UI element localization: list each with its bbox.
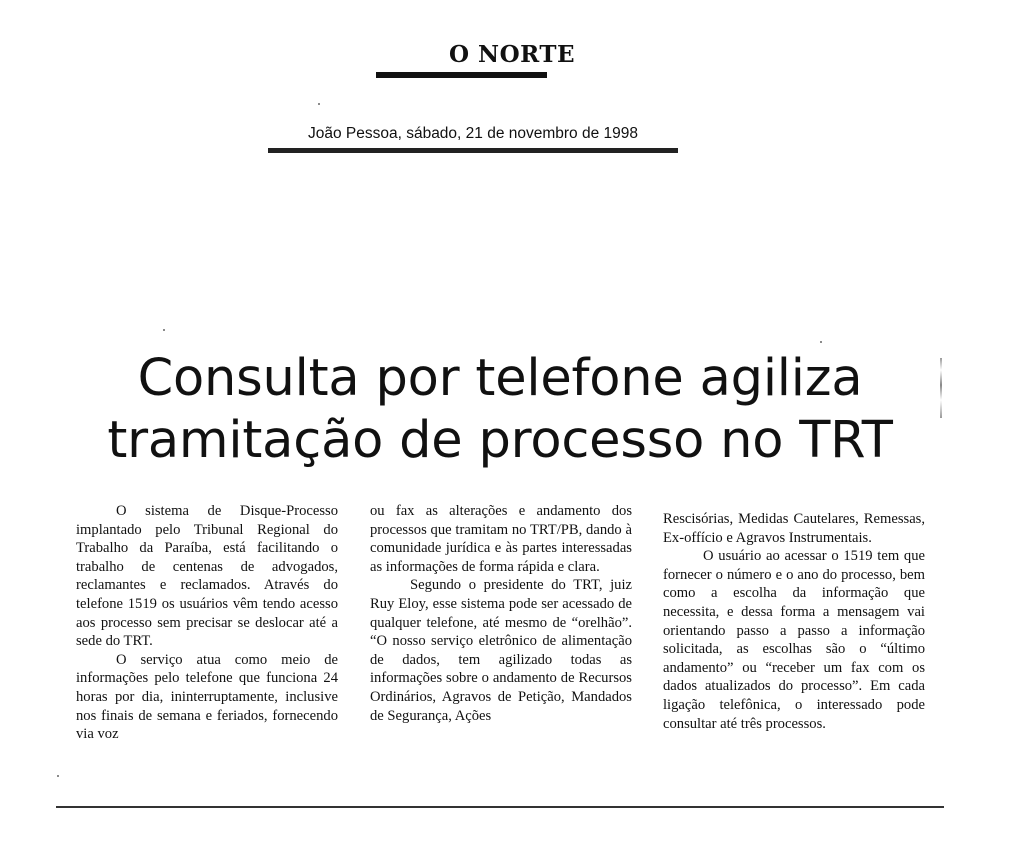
scan-speck — [57, 775, 59, 777]
article-column-2 — [370, 502, 632, 725]
scan-speck — [318, 103, 320, 105]
scan-edge-mark — [940, 358, 942, 418]
dateline-rule — [268, 148, 678, 153]
scan-speck — [163, 329, 165, 331]
column-2-paragraph-1: ou fax as alterações e andamento dos processos que tramitam no TRT/PB, dando à comunidade jurídica e às partes interessadas as informações de forma rápida e clara. — [370, 503, 632, 575]
headline: Consulta por telefone agiliza tramitação de processo no TRT — [107, 349, 893, 470]
column-2-paragraph-2: Segundo o presidente do TRT, juiz Ruy Eloy, esse sistema pode ser acessado de qualquer telefone, até mesmo de “orelhão”. “O nosso serviço eletrônico de alimentação de dados, tem agilizado todas as informações sobre o andamento de Recursos Ordinários, Agravos de Petição, Mandados de Segurança, Ações — [370, 577, 632, 724]
article-column-1 — [76, 502, 338, 744]
column-1-paragraph-2: O serviço atua como meio de informações pelo telefone que funciona 24 horas por dia, ininterruptamente, inclusive nos finais de semana e feriados, fornecendo via voz — [76, 651, 338, 743]
bottom-rule — [56, 806, 944, 808]
column-3-paragraph-2: O usuário ao acessar o 1519 tem que fornecer o número e o ano do processo, bem como a escolha da informação que necessita, e dessa forma a mensagem vai orientando passo a passo a informação solicitada, as escolhas são o “último andamento” ou “receber um fax com os dados atualizados do processo”. Em cada ligação telefônica, o interessado pode consultar até três processos. — [663, 548, 925, 732]
column-1-paragraph-1: O sistema de Disque-Processo implantado pelo Tribunal Regional do Trabalho da Paraíba, está facilitando o trabalho de centenas de advogados, reclamantes e reclamados. Através do telefone 1519 os usuários vêm tendo acesso aos processo sem precisar se deslocar até a sede do TRT. — [76, 503, 338, 650]
column-3-paragraph-1: Rescisórias, Medidas Cautelares, Remessas, Ex-offício e Agravos Instrumentais. — [663, 511, 925, 546]
scan-speck — [820, 341, 822, 343]
masthead-rule — [376, 72, 547, 78]
dateline: João Pessoa, sábado, 21 de novembro de 1998 — [307, 125, 639, 142]
newspaper-name: O NORTE — [449, 41, 575, 68]
masthead — [0, 40, 1024, 70]
article-column-3 — [663, 510, 925, 733]
